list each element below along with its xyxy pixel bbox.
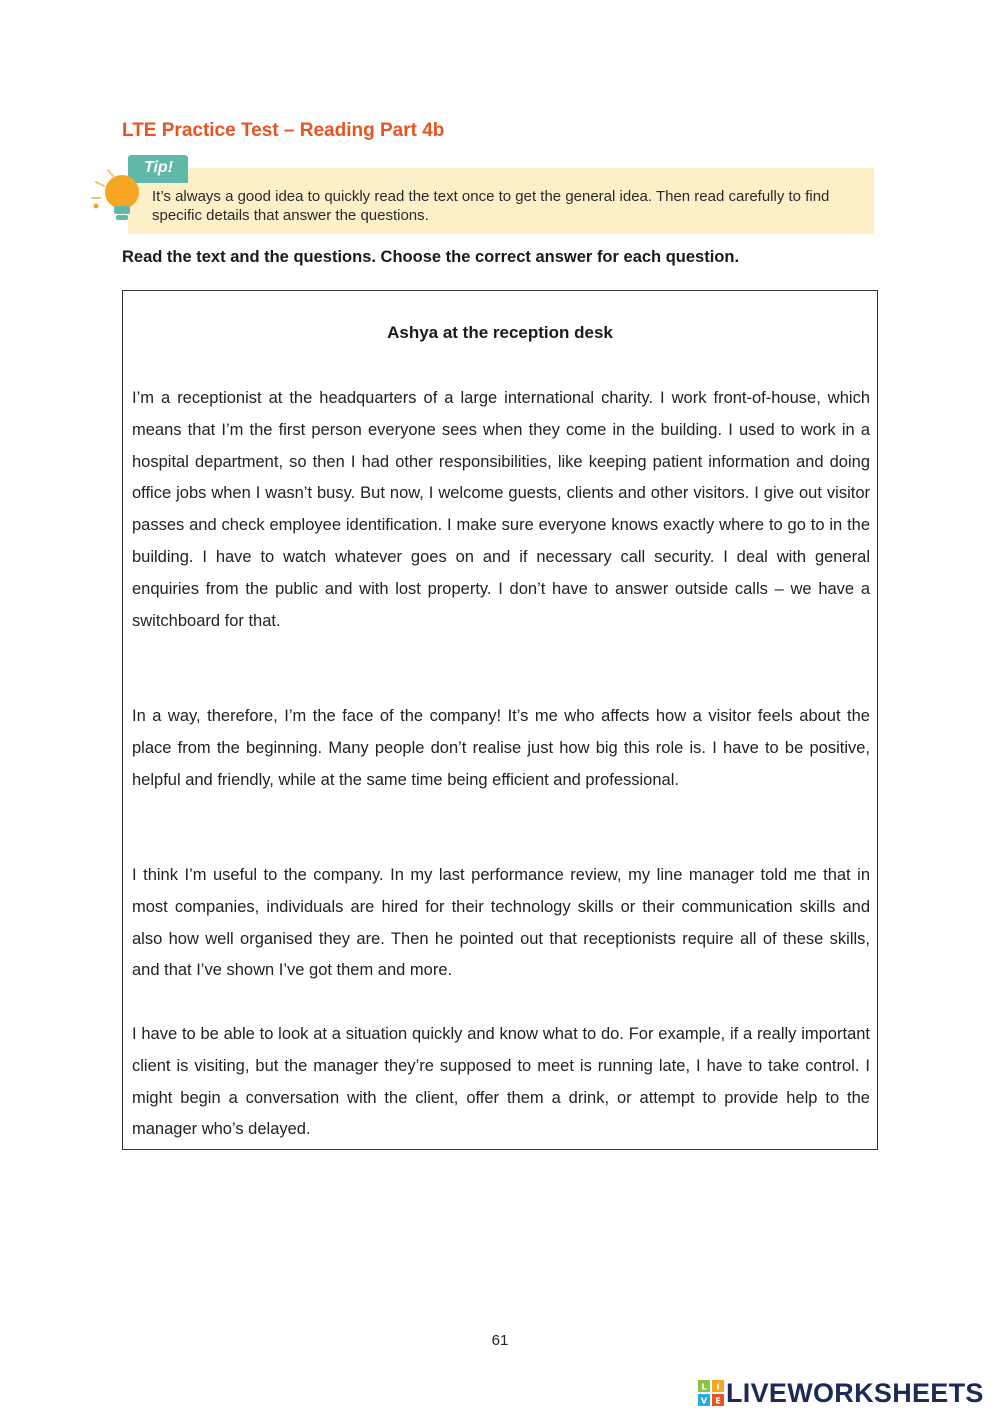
tip-text: It’s always a good idea to quickly read the text once to get the general idea. Then read carefully to find specific details that answer the questions. (152, 188, 830, 224)
page-title: LTE Practice Test – Reading Part 4b (122, 120, 445, 141)
brand-logo[interactable] (698, 1377, 984, 1409)
brand-mark-i: I (716, 1382, 720, 1392)
reading-paragraph-1: I’m a receptionist at the headquarters of a large international charity. I work front-of-house, which means that I’m the first person everyone sees when they come in the building. I used to work in a hospital department, so then I had other responsibilities, like keeping patient information and doing office jobs when I wasn’t busy. But now, I welcome guests, clients and other visitors. I give out visitor passes and check employee identification. I make sure everyone knows exactly where to go to in the building. I have to watch whatever goes on and if necessary call security. I deal with general enquiries from the public and with lost property. I don’t have to answer outside calls – we have a switchboard for that. (132, 389, 870, 630)
brand-mark-v: V (700, 1396, 708, 1406)
brand-mark-e: E (715, 1396, 721, 1406)
tip-label: Tip! (144, 159, 174, 176)
page-number: 61 (491, 1332, 509, 1349)
reading-paragraph-4: I have to be able to look at a situation quickly and know what to do. For example, if a really important client is visiting, but the manager they’re supposed to meet is running late, I have to take control. I might begin a conversation with the client, offer them a drink, or attempt to provide help to the manager who’s delayed. (132, 1025, 870, 1139)
reading-title: Ashya at the reception desk (387, 323, 613, 342)
liveworksheets-logo-icon (698, 1380, 724, 1406)
instruction: Read the text and the questions. Choose the correct answer for each question. (122, 248, 740, 266)
reading-box (122, 290, 878, 1150)
brand-mark-l: L (701, 1382, 707, 1392)
lightbulb-icon (88, 160, 158, 230)
brand-name: LIVEWORKSHEETS (726, 1377, 984, 1408)
reading-paragraph-3: I think I’m useful to the company. In my last performance review, my line manager told me that in most companies, individuals are hired for their technology skills or their communication skills and also how well organised they are. Then he pointed out that receptionists require all of these skills, and that I’ve shown I’ve got them and more. (132, 866, 870, 980)
reading-paragraph-2: In a way, therefore, I’m the face of the company! It’s me who affects how a visitor feels about the place from the beginning. Many people don’t realise just how big this role is. I have to be positive, helpful and friendly, while at the same time being efficient and professional. (132, 707, 870, 789)
